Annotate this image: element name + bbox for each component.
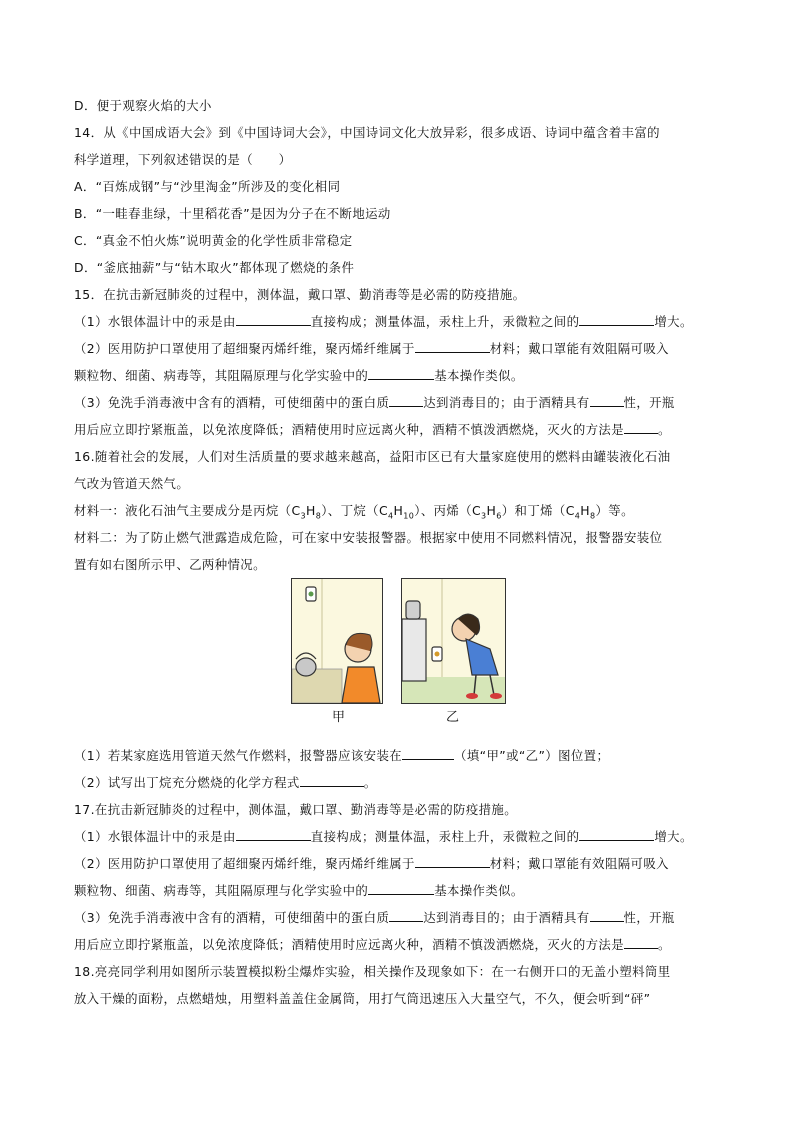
text-segment: 达到消毒目的；由于酒精具有: [423, 395, 590, 410]
text-segment: 颗粒物、细菌、病毒等，其阻隔原理与化学实验中的: [74, 883, 369, 898]
text-segment: 达到消毒目的；由于酒精具有: [423, 910, 590, 925]
text-segment: H: [393, 503, 404, 518]
q15-part-3: [74, 389, 724, 416]
text-segment: 材料一：液化石油气主要成分是丙烷（C: [74, 503, 301, 518]
answer-blank[interactable]: [579, 312, 654, 326]
figure-jia: [291, 578, 383, 704]
q17-part-2-cont: [74, 877, 724, 904]
q14-option-c: C．“真金不怕火炼”说明黄金的化学性质非常稳定: [74, 233, 353, 248]
q15-part-2-cont: [74, 362, 724, 389]
text-segment: （填“甲”或“乙”）图位置；: [454, 748, 610, 763]
text-segment: 直接构成；测量体温，汞柱上升，汞微粒之间的: [310, 314, 580, 329]
text-segment: 增大。: [654, 314, 693, 329]
text-segment: （3）免洗手消毒液中含有的酒精，可使细菌中的蛋白质: [74, 395, 390, 410]
q17-part-3: [74, 904, 724, 931]
text-segment: 材料；戴口罩能有效阻隔可吸入: [489, 341, 669, 356]
text-segment: （3）免洗手消毒液中含有的酒精，可使细菌中的蛋白质: [74, 910, 390, 925]
q17-part-1: [74, 823, 724, 850]
question-18-stem-cont: 放入干燥的面粉，点燃蜡烛，用塑料盖盖住金属筒，用打气筒迅速压入大量空气，不久，便会听到“砰”: [74, 991, 651, 1006]
text-segment: H: [306, 503, 316, 518]
question-16-stem-cont: 气改为管道天然气。: [74, 476, 190, 491]
q16-material-1: [74, 497, 724, 524]
text-segment: 。: [658, 422, 671, 437]
text-segment: ）等。: [595, 503, 634, 518]
text-segment: 用后应立即拧紧瓶盖，以免浓度降低；酒精使用时应远离火种，酒精不慎泼洒燃烧，灭火的方法是: [74, 422, 624, 437]
subscript: 3: [481, 511, 487, 521]
text-segment: 。: [658, 937, 671, 952]
kitchen-ceiling-alarm-illustration: [292, 579, 382, 703]
text-segment: （2）医用防护口罩使用了超细聚丙烯纤维，聚丙烯纤维属于: [74, 341, 415, 356]
subscript: 8: [315, 511, 322, 521]
answer-blank[interactable]: [300, 773, 364, 787]
text-segment: 。: [363, 775, 377, 790]
q16-part-1: [74, 742, 724, 769]
answer-blank[interactable]: [236, 827, 311, 841]
subscript: 8: [590, 511, 596, 521]
question-18-stem: 18.亮亮同学利用如图所示装置模拟粉尘爆炸实验，相关操作及现象如下：在一右侧开口的无盖小塑料筒里: [74, 964, 671, 979]
question-14-stem-cont: 科学道理，下列叙述错误的是（ ）: [74, 152, 292, 167]
question-17-stem: 17.在抗击新冠肺炎的过程中，测体温，戴口罩、勤消毒等是必需的防疫措施。: [74, 802, 517, 817]
figure-label-jia: 甲: [332, 710, 346, 725]
answer-blank[interactable]: [624, 420, 658, 434]
q16-material-2: 材料二：为了防止燃气泄露造成危险，可在家中安装报警器。根据家中使用不同燃料情况，报警器安装位: [74, 530, 663, 545]
text-segment: H: [580, 503, 590, 518]
text-segment: 基本操作类似。: [434, 368, 524, 383]
kettle-icon: [296, 658, 316, 676]
question-14-stem: 14．从《中国成语大会》到《中国诗词大会》，中国诗词文化大放异彩，很多成语、诗词中蕴含着丰富的: [74, 125, 660, 140]
q17-part-2: [74, 850, 724, 877]
q14-option-b: B．“一畦春韭绿，十里稻花香”是因为分子在不断地运动: [74, 206, 391, 221]
answer-blank[interactable]: [389, 393, 423, 407]
text-segment: （1）水银体温计中的汞是由: [74, 314, 236, 329]
answer-blank[interactable]: [415, 854, 490, 868]
subscript: 3: [300, 511, 306, 521]
text-segment: ）、丁烷（C: [321, 503, 389, 518]
text-segment: 基本操作类似。: [434, 883, 524, 898]
figure-yi: [401, 578, 506, 704]
answer-blank[interactable]: [368, 366, 434, 380]
kitchen-floor-alarm-illustration: [402, 579, 505, 703]
alarm-figure: [74, 578, 724, 742]
text-segment: 性，开瓶: [623, 910, 675, 925]
answer-blank[interactable]: [624, 935, 658, 949]
answer-blank[interactable]: [579, 827, 654, 841]
text-segment: 材料；戴口罩能有效阻隔可吸入: [489, 856, 669, 871]
subscript: 4: [388, 511, 394, 521]
text-segment: 性，开瓶: [623, 395, 675, 410]
q16-part-2: [74, 769, 724, 796]
option-d-q13: D．便于观察火焰的大小: [74, 98, 212, 113]
question-16-stem: 16.随着社会的发展，人们对生活质量的要求越来越高，益阳市区已有大量家庭使用的燃料由罐装液化石油: [74, 449, 671, 464]
subscript: 6: [496, 511, 502, 521]
answer-blank[interactable]: [389, 908, 423, 922]
text-segment: 颗粒物、细菌、病毒等，其阻隔原理与化学实验中的: [74, 368, 369, 383]
exam-page: [74, 92, 724, 1012]
q14-option-d: D．“釜底抽薪”与“钻木取火”都体现了燃烧的条件: [74, 260, 355, 275]
text-segment: （1）若某家庭选用管道天然气作燃料，报警器应该安装在: [74, 748, 403, 763]
answer-blank[interactable]: [415, 339, 490, 353]
figure-label-yi: 乙: [446, 710, 460, 725]
text-segment: ）和丁烯（C: [501, 503, 575, 518]
text-segment: 增大。: [654, 829, 693, 844]
text-segment: ）、丙烯（C: [414, 503, 482, 518]
answer-blank[interactable]: [590, 908, 624, 922]
question-15-stem: 15．在抗击新冠肺炎的过程中，测体温，戴口罩、勤消毒等是必需的防疫措施。: [74, 287, 526, 302]
text-segment: H: [486, 503, 497, 518]
text-segment: （1）水银体温计中的汞是由: [74, 829, 236, 844]
answer-blank[interactable]: [590, 393, 624, 407]
q14-option-a: A．“百炼成钢”与“沙里淘金”所涉及的变化相同: [74, 179, 341, 194]
text-segment: （2）试写出丁烷充分燃烧的化学方程式: [74, 775, 300, 790]
subscript: 4: [574, 511, 581, 521]
q16-material-2-cont: 置有如右图所示甲、乙两种情况。: [74, 557, 266, 572]
subscript: 10: [403, 511, 415, 521]
answer-blank[interactable]: [236, 312, 311, 326]
q17-part-3-cont: [74, 931, 724, 958]
q15-part-3-cont: [74, 416, 724, 443]
text-segment: 用后应立即拧紧瓶盖，以免浓度降低；酒精使用时应远离火种，酒精不慎泼洒燃烧，灭火的方法是: [74, 937, 624, 952]
q15-part-2: [74, 335, 724, 362]
q15-part-1: [74, 308, 724, 335]
pot-icon: [406, 601, 420, 619]
text-segment: （2）医用防护口罩使用了超细聚丙烯纤维，聚丙烯纤维属于: [74, 856, 415, 871]
answer-blank[interactable]: [402, 746, 454, 760]
text-segment: 直接构成；测量体温，汞柱上升，汞微粒之间的: [310, 829, 580, 844]
answer-blank[interactable]: [368, 881, 434, 895]
